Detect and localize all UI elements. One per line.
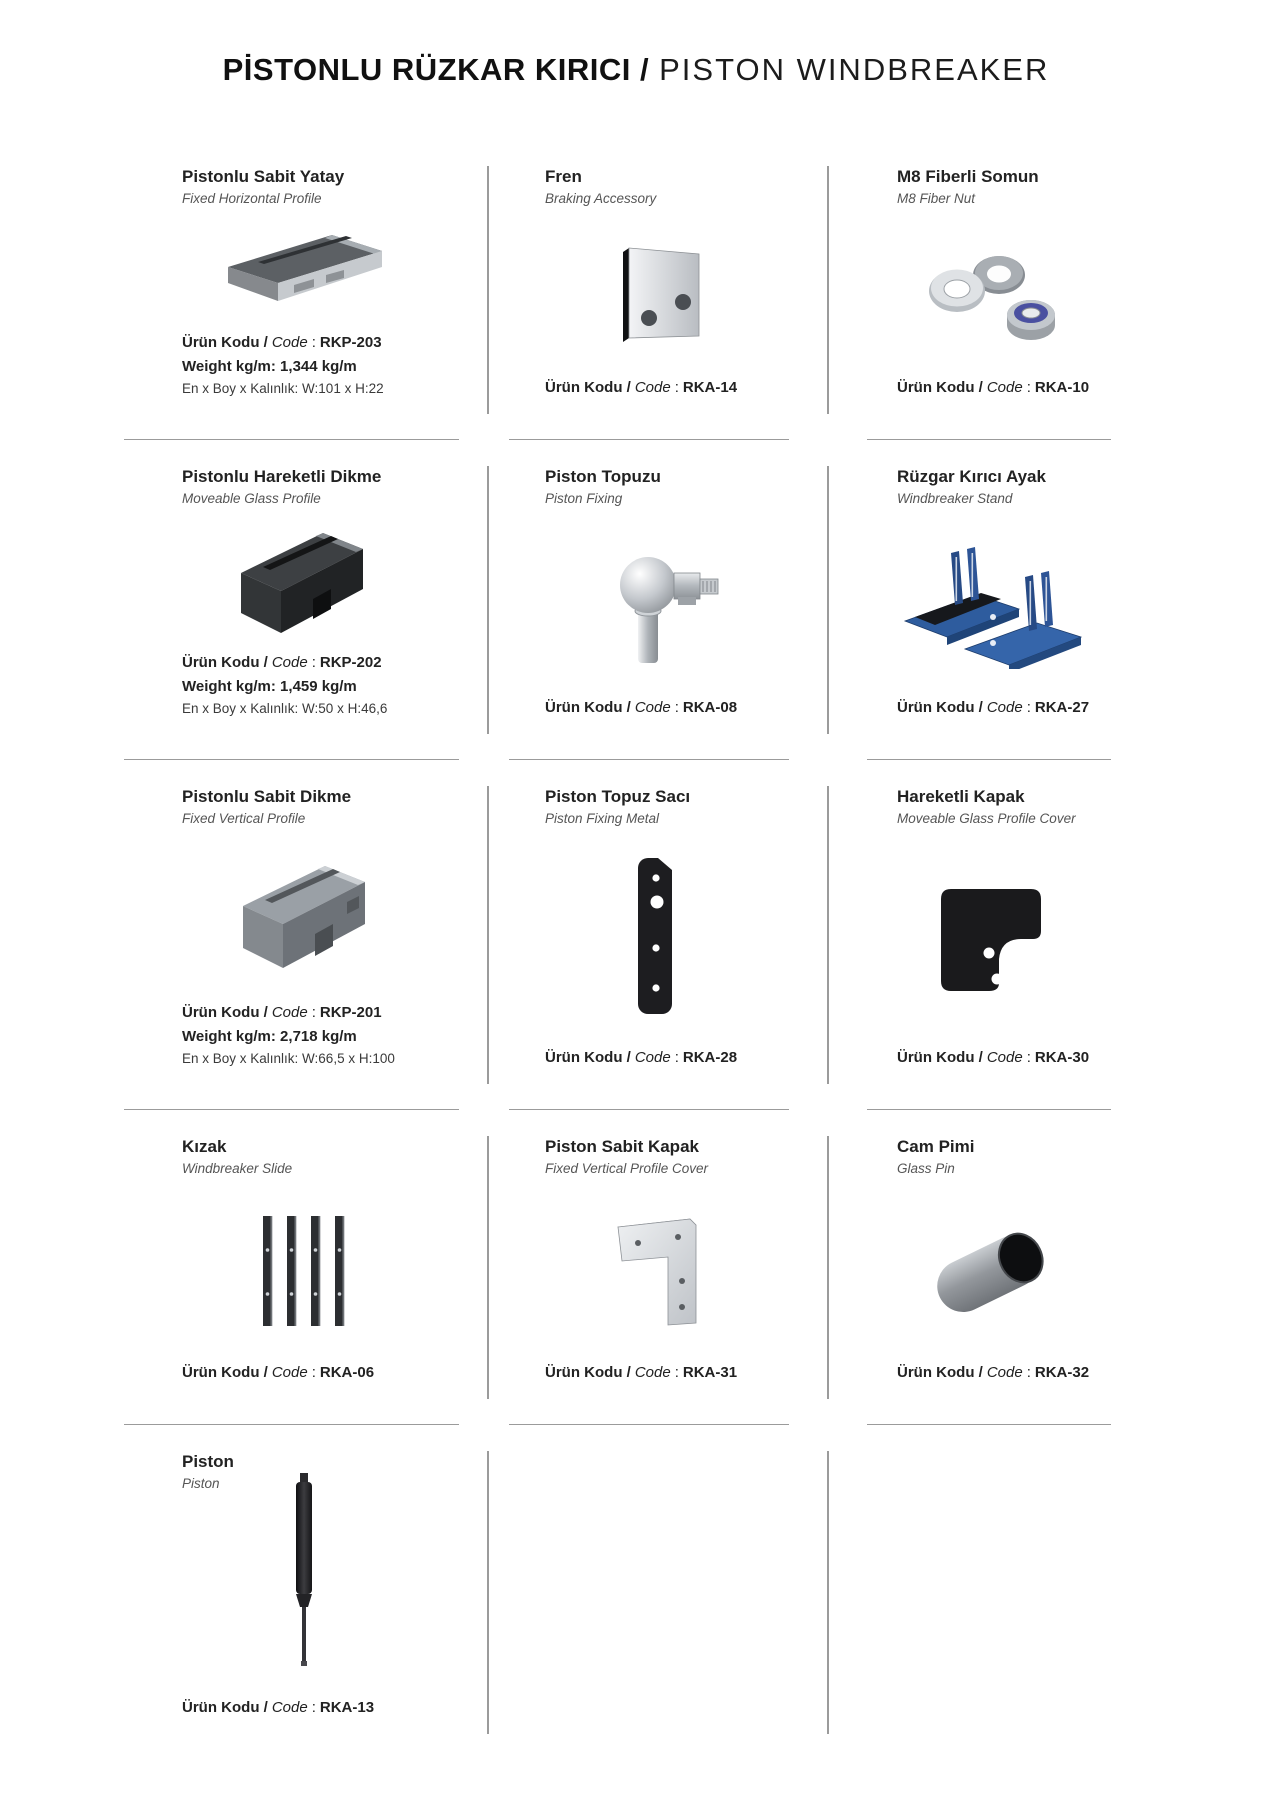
product-card-kizak (120, 1110, 487, 1425)
product-meta (487, 699, 827, 760)
page-header (0, 0, 1272, 140)
product-code-line (545, 379, 811, 396)
code-label: Ürün Kodu / (182, 334, 268, 351)
windbreaker-slide-illustration (229, 1210, 379, 1332)
product-card-piston (120, 1425, 487, 1760)
code-label-en: Code (634, 699, 671, 716)
product-subtitle: Windbreaker Slide (182, 1161, 293, 1177)
product-meta (120, 334, 487, 440)
product-code-line (545, 699, 811, 716)
product-code-value: RKA-31 (682, 1364, 738, 1381)
product-code-value: RKA-27 (1034, 699, 1090, 716)
fixed-vertical-profile-illustration (221, 846, 386, 986)
code-colon: : (674, 379, 679, 396)
product-meta (487, 1364, 827, 1425)
product-code-value: RKA-06 (319, 1364, 375, 1381)
product-card-pistonlu-sabit-yatay (120, 140, 487, 440)
product-image-windbreaker-stand (827, 508, 1157, 699)
product-subtitle: Glass Pin (897, 1161, 955, 1177)
code-label-en: Code (271, 1004, 308, 1021)
product-code-line (182, 1364, 471, 1381)
product-weight: Weight kg/m: 2,718 kg/m (182, 1028, 357, 1045)
stand-left (905, 547, 1019, 645)
product-subtitle: M8 Fiber Nut (897, 191, 976, 207)
code-label-en: Code (634, 379, 671, 396)
code-label: Ürün Kodu / (545, 699, 631, 716)
product-code-line (545, 1364, 811, 1381)
product-grid (120, 140, 1157, 1760)
product-code-value: RKP-203 (319, 334, 382, 351)
product-code-line (897, 699, 1141, 716)
product-image-piston (120, 1441, 487, 1699)
product-title: Hareketli Kapak (897, 787, 1025, 806)
code-label: Ürün Kodu / (182, 1364, 268, 1381)
product-code-value: RKA-10 (1034, 379, 1090, 396)
product-meta (487, 379, 827, 440)
product-subtitle: Piston (182, 1476, 220, 1492)
product-code-value: RKA-13 (319, 1699, 375, 1716)
product-subtitle: Piston Fixing (545, 491, 623, 507)
product-image-fixed-vertical-profile (120, 828, 487, 1004)
product-dimensions: En x Boy x Kalınlık: W:50 x H:46,6 (182, 701, 388, 716)
windbreaker-stand-illustration (897, 537, 1087, 669)
code-label-en: Code (271, 1699, 308, 1716)
product-subtitle: Moveable Glass Profile Cover (897, 811, 1076, 827)
product-card-pistonlu-hareketli-dikme (120, 440, 487, 760)
code-label-en: Code (986, 699, 1023, 716)
glass-pin-illustration (912, 1212, 1072, 1330)
code-label: Ürün Kodu / (545, 379, 631, 396)
product-card-hareketli-kapak (827, 760, 1157, 1110)
product-code-line (897, 1364, 1141, 1381)
piston-fixing-metal-illustration (624, 852, 690, 1024)
product-code-value: RKP-202 (319, 654, 382, 671)
product-meta (120, 654, 487, 760)
product-subtitle: Moveable Glass Profile (182, 491, 321, 507)
product-code-line (182, 654, 471, 671)
slide-bars (263, 1216, 344, 1326)
code-label-en: Code (634, 1049, 671, 1066)
product-card-pistonlu-sabit-dikme (120, 760, 487, 1110)
product-code-value: RKA-30 (1034, 1049, 1090, 1066)
empty-grid-cell (827, 1425, 1157, 1760)
moveable-glass-profile-cover-illustration (929, 879, 1055, 997)
product-meta (827, 379, 1157, 440)
fixed-horizontal-profile-illustration (214, 223, 394, 319)
product-image-piston-fixing (487, 508, 827, 699)
product-title: Pistonlu Hareketli Dikme (182, 467, 382, 486)
code-label-en: Code (986, 1364, 1023, 1381)
code-colon: : (1026, 699, 1031, 716)
code-label-en: Code (271, 334, 308, 351)
page-title (223, 52, 1050, 88)
product-title: Cam Pimi (897, 1137, 975, 1156)
product-title: M8 Fiberli Somun (897, 167, 1039, 186)
code-label: Ürün Kodu / (897, 1049, 983, 1066)
product-card-piston-topuz-saci (487, 760, 827, 1110)
product-code-line (182, 1699, 471, 1716)
product-title: Fren (545, 167, 582, 186)
product-subtitle: Braking Accessory (545, 191, 657, 207)
product-meta (827, 699, 1157, 760)
product-title: Piston Topuz Sacı (545, 787, 691, 806)
product-code-line (182, 1004, 471, 1021)
product-image-fixed-horizontal-profile (120, 208, 487, 334)
product-meta (827, 1049, 1157, 1110)
code-label-en: Code (986, 379, 1023, 396)
code-label: Ürün Kodu / (182, 1004, 268, 1021)
product-code-value: RKA-28 (682, 1049, 738, 1066)
product-title: Pistonlu Sabit Dikme (182, 787, 352, 806)
product-code-value: RKP-201 (319, 1004, 382, 1021)
fixed-vertical-profile-cover-illustration (592, 1205, 722, 1337)
code-label: Ürün Kodu / (897, 379, 983, 396)
code-colon: : (1026, 1049, 1031, 1066)
code-label-en: Code (271, 654, 308, 671)
product-weight: Weight kg/m: 1,344 kg/m (182, 358, 357, 375)
product-image-m8-fiber-nut (827, 208, 1157, 379)
product-title: Piston Topuzu (545, 467, 661, 486)
code-label: Ürün Kodu / (545, 1049, 631, 1066)
code-label: Ürün Kodu / (182, 654, 268, 671)
product-subtitle: Piston Fixing Metal (545, 811, 660, 827)
code-label: Ürün Kodu / (545, 1364, 631, 1381)
code-colon: : (674, 699, 679, 716)
product-meta (487, 1049, 827, 1110)
product-card-piston-sabit-kapak (487, 1110, 827, 1425)
product-meta (120, 1004, 487, 1110)
code-colon: : (311, 334, 316, 351)
product-title: Piston Sabit Kapak (545, 1137, 699, 1156)
product-dimensions: En x Boy x Kalınlık: W:66,5 x H:100 (182, 1051, 395, 1066)
product-title: Piston (182, 1452, 234, 1471)
code-label-en: Code (634, 1364, 671, 1381)
m8-fiber-nut-illustration (907, 237, 1077, 349)
product-title: Pistonlu Sabit Yatay (182, 167, 345, 186)
code-label-en: Code (271, 1364, 308, 1381)
page-title-turkish: PİSTONLU RÜZKAR KIRICI / (222, 52, 650, 87)
product-dimensions: En x Boy x Kalınlık: W:101 x H:22 (182, 381, 384, 396)
code-colon: : (674, 1049, 679, 1066)
product-image-glass-pin (827, 1178, 1157, 1364)
piston-fixing-illustration (582, 537, 732, 669)
moveable-glass-profile-illustration (221, 517, 386, 645)
braking-accessory-illustration (593, 234, 721, 352)
code-colon: : (1026, 379, 1031, 396)
product-title: Rüzgar Kırıcı Ayak (897, 467, 1046, 486)
product-image-moveable-glass-profile-cover (827, 828, 1157, 1049)
product-image-braking-accessory (487, 208, 827, 379)
code-colon: : (311, 1364, 316, 1381)
product-code-value: RKA-08 (682, 699, 738, 716)
code-colon: : (311, 1004, 316, 1021)
product-code-line (897, 1049, 1141, 1066)
code-label: Ürün Kodu / (897, 1364, 983, 1381)
product-title: Kızak (182, 1137, 227, 1156)
piston-illustration (259, 1467, 349, 1672)
product-card-piston-topuzu (487, 440, 827, 760)
code-label: Ürün Kodu / (897, 699, 983, 716)
product-subtitle: Fixed Horizontal Profile (182, 191, 322, 207)
code-label-en: Code (986, 1049, 1023, 1066)
product-card-cam-pimi (827, 1110, 1157, 1425)
product-meta (120, 1364, 487, 1425)
product-card-ruzgar-kirici-ayak (827, 440, 1157, 760)
product-meta (827, 1364, 1157, 1425)
product-meta (120, 1699, 487, 1760)
page-title-english: PISTON WINDBREAKER (659, 52, 1050, 87)
product-card-m8-fiberli-somun (827, 140, 1157, 440)
code-colon: : (674, 1364, 679, 1381)
product-card-fren (487, 140, 827, 440)
product-weight: Weight kg/m: 1,459 kg/m (182, 678, 357, 695)
product-code-value: RKA-14 (682, 379, 738, 396)
product-image-moveable-glass-profile (120, 508, 487, 654)
product-image-fixed-vertical-profile-cover (487, 1178, 827, 1364)
product-code-line (897, 379, 1141, 396)
code-colon: : (1026, 1364, 1031, 1381)
product-image-piston-fixing-metal (487, 828, 827, 1049)
product-subtitle: Windbreaker Stand (897, 491, 1013, 507)
product-image-windbreaker-slide (120, 1178, 487, 1364)
product-code-value: RKA-32 (1034, 1364, 1090, 1381)
empty-grid-cell (487, 1425, 827, 1760)
code-label: Ürün Kodu / (182, 1699, 268, 1716)
code-colon: : (311, 654, 316, 671)
code-colon: : (311, 1699, 316, 1716)
product-code-line (545, 1049, 811, 1066)
product-subtitle: Fixed Vertical Profile Cover (545, 1161, 709, 1177)
product-code-line (182, 334, 471, 351)
product-subtitle: Fixed Vertical Profile (182, 811, 306, 827)
